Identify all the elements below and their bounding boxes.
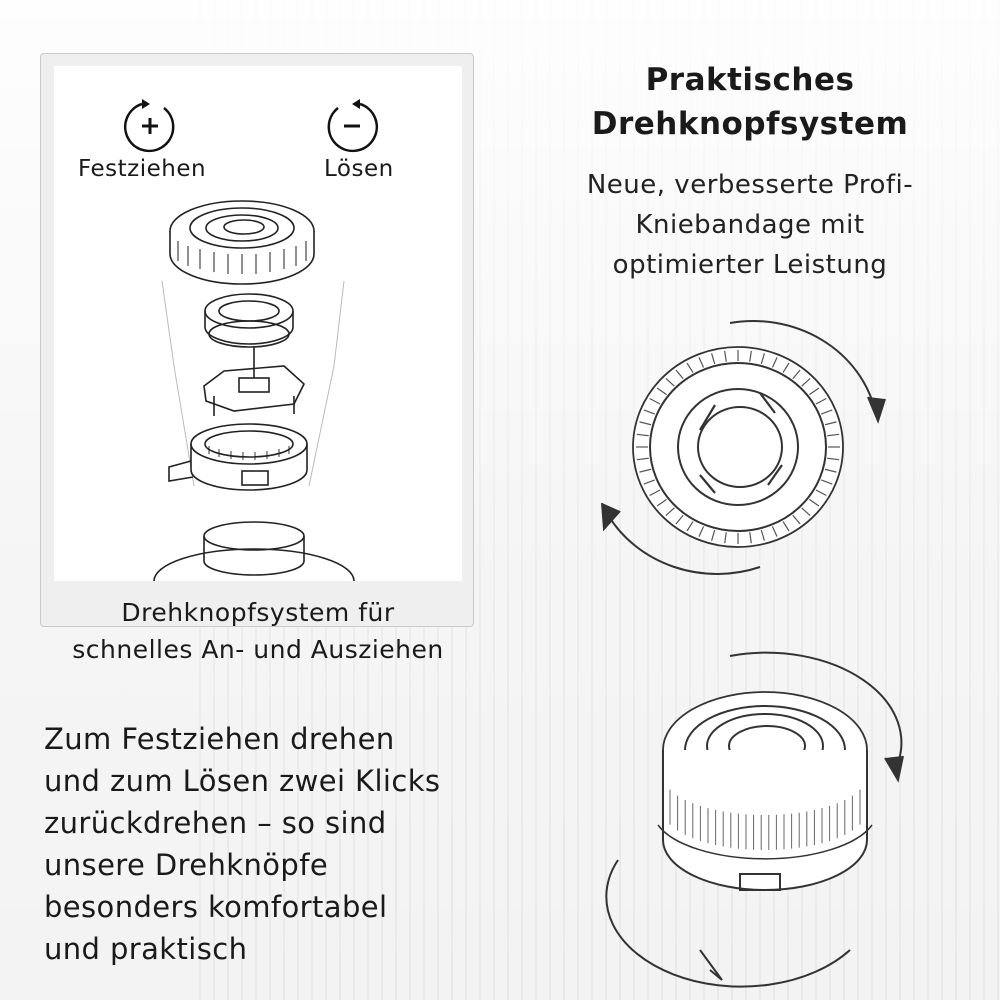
- knob-top-view: [590, 315, 900, 575]
- subtitle: [555, 165, 945, 285]
- caption-line: schnelles An- und Ausziehen: [72, 635, 444, 664]
- loosen-label: Lösen: [324, 156, 394, 182]
- page-title: [565, 58, 935, 146]
- caption-line: Drehknopfsystem für: [121, 598, 395, 627]
- description-line: Zum Festziehen drehen: [44, 722, 395, 756]
- subtitle-line: optimierter Leistung: [612, 250, 888, 280]
- description-line: besonders komfortabel: [44, 890, 388, 924]
- description-line: unsere Drehknöpfe: [44, 848, 329, 882]
- title-line: Drehknopfsystem: [591, 106, 909, 142]
- description-line: und zum Lösen zwei Klicks: [44, 764, 441, 798]
- assembly-panel: [40, 53, 474, 664]
- description-text: [44, 718, 504, 970]
- description-line: zurückdrehen – so sind: [44, 806, 387, 840]
- tighten-label: Festziehen: [78, 156, 207, 182]
- exploded-knob-illustration: [54, 66, 462, 581]
- assembly-illustration-area: [54, 66, 462, 581]
- title-line: Praktisches: [645, 62, 855, 98]
- subtitle-line: Neue, verbesserte Profi-: [586, 170, 914, 200]
- description-line: und praktisch: [44, 932, 248, 966]
- subtitle-line: Kniebandage mit: [635, 210, 865, 240]
- knob-side-view: [600, 650, 920, 980]
- panel-caption: [41, 594, 475, 668]
